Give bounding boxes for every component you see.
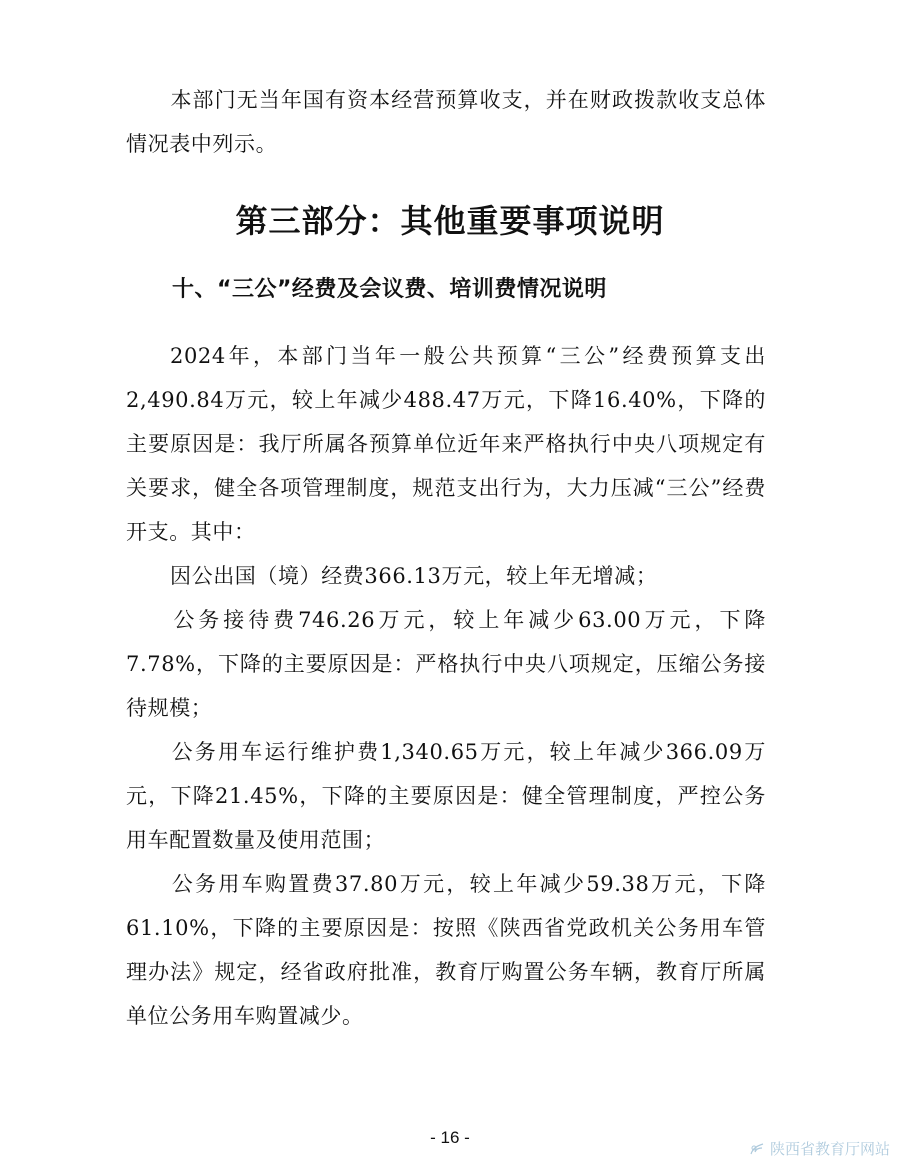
watermark-text: 陕西省教育厅网站 bbox=[769, 1140, 890, 1158]
paragraph-three-public-overview bbox=[126, 334, 766, 554]
paragraph-vehicle-maintenance bbox=[126, 730, 766, 862]
paragraph-reception-cost bbox=[126, 598, 766, 730]
paragraph-text: 因公出国（境）经费366.13万元，较上年无增减； bbox=[170, 564, 658, 588]
site-watermark bbox=[749, 1138, 890, 1159]
part-title: 第三部分：其他重要事项说明 bbox=[235, 202, 665, 240]
paragraph-text: 2024年，本部门当年一般公共预算“三公”经费预算支出2,490.84万元，较上年减少488.47万元，下降16.40%，下降的主要原因是：我厅所属各预算单位近年来严格执行中央八项规定有关要求，健全各项管理制度，规范支出行为，大力压减“三公”经费开支。其中： bbox=[126, 344, 766, 544]
intro-paragraph-text: 本部门无当年国有资本经营预算收支，并在财政拨款收支总体情况表中列示。 bbox=[126, 88, 766, 156]
paragraph-text: 公务用车运行维护费1,340.65万元，较上年减少366.09万元，下降21.45%，下降的主要原因是：健全管理制度，严控公务用车配置数量及使用范围； bbox=[126, 740, 766, 852]
paragraph-text: 公务用车购置费37.80万元，较上年减少59.38万元，下降61.10%，下降的主要原因是：按照《陕西省党政机关公务用车管理办法》规定，经省政府批准，教育厅购置公务车辆，教育厅所属单位公务用车购置减少。 bbox=[126, 872, 766, 1028]
intro-paragraph bbox=[126, 78, 766, 166]
paragraph-overseas-travel bbox=[126, 554, 766, 598]
flower-logo-icon bbox=[749, 1142, 765, 1156]
paragraph-text: 公务接待费746.26万元，较上年减少63.00万元，下降7.78%，下降的主要原因是：严格执行中央八项规定，压缩公务接待规模； bbox=[126, 608, 766, 720]
section-title: 十、“三公”经费及会议费、培训费情况说明 bbox=[172, 277, 607, 302]
paragraph-vehicle-purchase bbox=[126, 862, 766, 1038]
page-number: - 16 - bbox=[430, 1128, 470, 1147]
